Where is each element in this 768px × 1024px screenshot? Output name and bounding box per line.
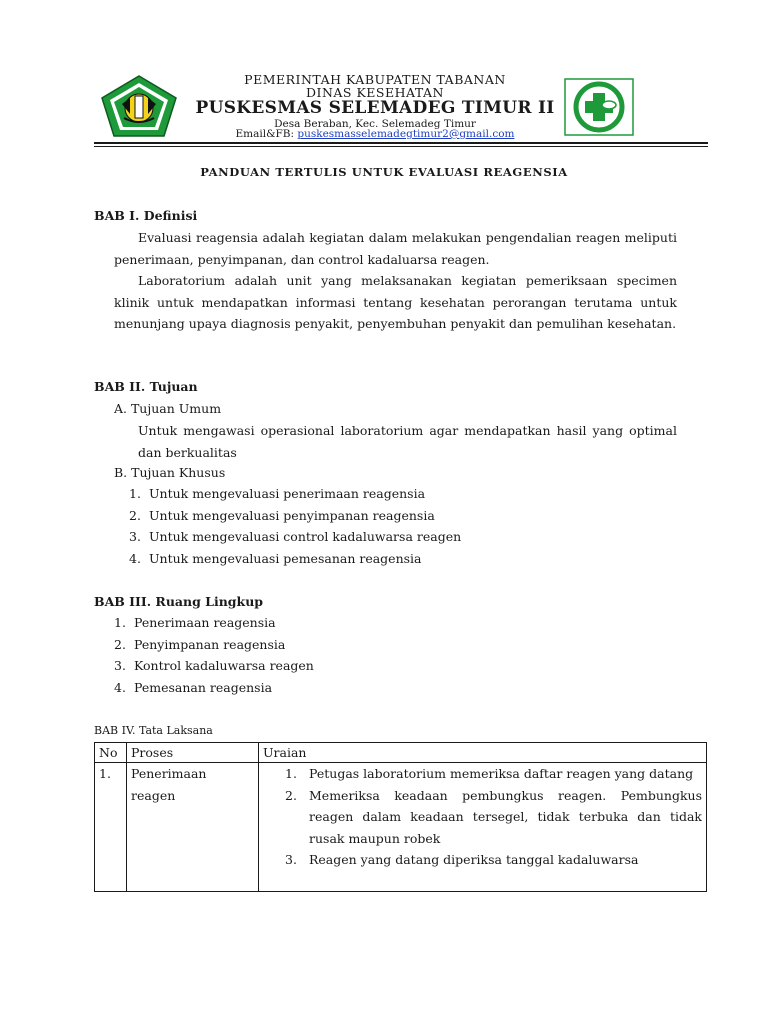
table-header-row: [95, 743, 707, 763]
document-title: PANDUAN TERTULIS UNTUK EVALUASI REAGENSIA: [200, 165, 568, 179]
list-item: 4. Untuk mengevaluasi pemesanan reagensia: [129, 551, 422, 566]
table-row: [95, 763, 707, 892]
column-header-uraian: Uraian: [259, 743, 707, 763]
letterhead-line2: DINAS KESEHATAN: [306, 85, 444, 100]
bab4-heading: BAB IV. Tata Laksana: [94, 724, 213, 737]
list-item: 1. Penerimaan reagensia: [114, 615, 276, 630]
letterhead-institution: PUSKESMAS SELEMADEG TIMUR II: [195, 98, 555, 118]
list-item: 4. Pemesanan reagensia: [114, 680, 273, 695]
list-item: 2. Memeriksa keadaan pembungkus reagen. Pembungkus reagen dalam keadaan tersegel, tidak terbuka dan tidak rusak maupun robek: [285, 787, 702, 846]
bab1-paragraph-1: Evaluasi reagensia adalah kegiatan dalam melakukan pengendalian reagen meliputi penerimaan, penyimpanan, dan control kadaluarsa reagen.: [114, 230, 677, 267]
bab2-a-label: A. Tujuan Umum: [114, 401, 222, 416]
tabanan-regency-emblem-icon: [100, 74, 178, 138]
list-item: 2. Untuk mengevaluasi penyimpanan reagensia: [129, 508, 435, 523]
list-item: 3. Untuk mengevaluasi control kadaluwarsa reagen: [129, 529, 462, 544]
letterhead-divider-thick: [94, 142, 708, 144]
cell-uraian: [259, 763, 707, 892]
bab1-paragraph-2: Laboratorium adalah unit yang melaksanakan kegiatan pemeriksaan specimen klinik untuk mendapatkan informasi tentang kesehatan perorangan terutama untuk menunjang upaya diagnosis penyakit, penyembuhan penyakit dan pemulihan kesehatan.: [114, 273, 677, 331]
column-header-proses: Proses: [127, 743, 259, 763]
list-item: 1. Petugas laboratorium memeriksa daftar reagen yang datang: [285, 766, 694, 781]
bab2-b-label: B. Tujuan Khusus: [114, 465, 226, 480]
letterhead-divider-thin: [94, 146, 708, 147]
puskesmas-cross-icon: [564, 78, 634, 136]
cell-no: 1.: [95, 763, 127, 892]
letterhead-line1: PEMERINTAH KABUPATEN TABANAN: [244, 72, 506, 87]
cell-proses: Penerimaan reagen: [127, 763, 259, 892]
email-link[interactable]: puskesmasselemadegtimur2@gmail.com: [297, 128, 515, 140]
email-label: Email&FB:: [235, 128, 298, 140]
list-item: 3. Kontrol kadaluwarsa reagen: [114, 658, 314, 673]
list-item: 3. Reagen yang datang diperiksa tanggal kadaluwarsa: [285, 852, 639, 867]
bab2-heading: BAB II. Tujuan: [94, 379, 198, 394]
bab1-heading: BAB I. Definisi: [94, 208, 198, 223]
bab2-a-text: Untuk mengawasi operasional laboratorium agar mendapatkan hasil yang optimal dan berkualitas: [138, 423, 677, 460]
letterhead-contact: [190, 128, 560, 140]
list-item: 1. Untuk mengevaluasi penerimaan reagensia: [129, 486, 426, 501]
bab3-heading: BAB III. Ruang Lingkup: [94, 594, 264, 609]
column-header-no: No: [95, 743, 127, 763]
list-item: 2. Penyimpanan reagensia: [114, 637, 286, 652]
tata-laksana-table: [94, 742, 707, 892]
letterhead-address: Desa Beraban, Kec. Selemadeg Timur: [274, 118, 476, 130]
